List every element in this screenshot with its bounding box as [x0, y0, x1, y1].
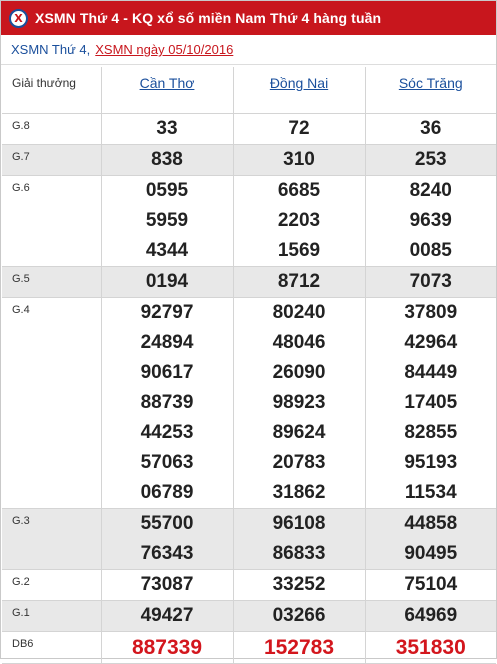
prize-number: 82855 — [404, 421, 458, 443]
prize-number: 4344 — [145, 239, 189, 261]
prize-number: 0085 — [409, 239, 452, 261]
prize-number: 72 — [288, 117, 310, 139]
table-row — [2, 600, 496, 631]
prize-number: 42964 — [404, 331, 458, 353]
prize-number-cell — [233, 297, 365, 508]
prize-number: 88739 — [140, 391, 194, 413]
prize-number: 37809 — [404, 301, 458, 323]
prize-label: G.3 — [2, 508, 101, 569]
prize-number: 80240 — [272, 301, 326, 323]
table-header-row — [2, 67, 496, 113]
prize-rows — [2, 113, 496, 663]
prize-number: 86833 — [272, 542, 326, 564]
special-prize-number: 351830 — [395, 635, 466, 659]
prize-number-cell — [101, 266, 233, 297]
prize-number-cell — [233, 266, 365, 297]
prize-number-cell — [233, 508, 365, 569]
prize-number: 49427 — [140, 604, 194, 626]
table-row — [2, 144, 496, 175]
prize-number: 84449 — [404, 361, 458, 383]
special-prize-cell — [101, 631, 233, 663]
prize-number-cell — [233, 144, 365, 175]
table-row — [2, 569, 496, 600]
prize-column-header: Giải thưởng — [2, 67, 101, 113]
prize-number-cell — [365, 508, 496, 569]
prize-number-cell — [233, 175, 365, 266]
prize-number-cell — [101, 508, 233, 569]
prize-number-cell — [101, 175, 233, 266]
prize-number-cell — [233, 600, 365, 631]
prize-number: 98923 — [272, 391, 326, 413]
breadcrumb-date-link[interactable]: XSMN ngày 05/10/2016 — [95, 42, 234, 57]
special-prize-cell — [365, 631, 496, 663]
prize-label: G.5 — [2, 266, 101, 297]
prize-label: G.7 — [2, 144, 101, 175]
prize-number: 76343 — [140, 542, 194, 564]
prize-label: G.4 — [2, 297, 101, 508]
prize-number: 73087 — [140, 573, 194, 595]
table-row — [2, 175, 496, 266]
prize-number: 33 — [156, 117, 178, 139]
special-prize-cell — [233, 631, 365, 663]
prize-number: 90495 — [404, 542, 458, 564]
prize-number: 64969 — [404, 604, 458, 626]
prize-number: 1569 — [277, 239, 321, 261]
prize-number: 44858 — [404, 512, 458, 534]
prize-number: 89624 — [272, 421, 326, 443]
prize-number-cell — [365, 297, 496, 508]
prize-number: 57063 — [140, 451, 194, 473]
prize-number: 310 — [283, 148, 315, 170]
prize-number: 8712 — [277, 270, 321, 292]
prize-label: DB6 — [2, 631, 101, 663]
prize-number-cell — [101, 113, 233, 144]
prize-label: G.1 — [2, 600, 101, 631]
province-header-soc-trang — [365, 67, 496, 113]
prize-number: 2203 — [277, 209, 321, 231]
province-header-can-tho — [101, 67, 233, 113]
prize-number-cell — [101, 297, 233, 508]
table-row — [2, 297, 496, 508]
xsmn-logo-icon — [9, 9, 28, 28]
prize-number: 6685 — [277, 179, 321, 201]
prize-number: 7073 — [409, 270, 452, 292]
prize-number: 9639 — [409, 209, 452, 231]
table-row — [2, 508, 496, 569]
prize-number-cell — [365, 569, 496, 600]
table-row — [2, 631, 496, 663]
prize-number: 8240 — [409, 179, 452, 201]
prize-number: 03266 — [272, 604, 326, 626]
prize-number: 31862 — [272, 481, 326, 503]
province-header-dong-nai — [233, 67, 365, 113]
province-link-soc-trang[interactable]: Sóc Trăng — [398, 75, 463, 91]
prize-number-cell — [101, 569, 233, 600]
prize-number-cell — [365, 113, 496, 144]
prize-number: 36 — [420, 117, 442, 139]
panel-header — [1, 1, 496, 35]
prize-number: 5959 — [145, 209, 189, 231]
breadcrumb — [1, 35, 496, 65]
prize-number: 90617 — [140, 361, 194, 383]
special-prize-number: 152783 — [263, 635, 335, 659]
prize-number-cell — [365, 266, 496, 297]
prize-number: 44253 — [140, 421, 194, 443]
prize-number: 26090 — [272, 361, 326, 383]
province-link-can-tho[interactable]: Cần Thơ — [139, 75, 195, 91]
prize-label: G.6 — [2, 175, 101, 266]
logo-letter: X — [14, 11, 23, 25]
prize-number: 17405 — [404, 391, 458, 413]
prize-number: 20783 — [272, 451, 326, 473]
prize-number-cell — [365, 600, 496, 631]
results-table — [2, 67, 496, 664]
prize-number: 48046 — [272, 331, 326, 353]
prize-number: 838 — [151, 148, 183, 170]
prize-number-cell — [233, 113, 365, 144]
prize-number: 75104 — [404, 573, 458, 595]
prize-number: 24894 — [140, 331, 194, 353]
prize-number-cell — [101, 144, 233, 175]
prize-number: 0194 — [145, 270, 189, 292]
prize-number: 33252 — [272, 573, 326, 595]
prize-number: 95193 — [404, 451, 458, 473]
prize-number-cell — [101, 600, 233, 631]
prize-number: 253 — [414, 148, 447, 170]
special-prize-number: 887339 — [131, 635, 203, 659]
prize-label: G.2 — [2, 569, 101, 600]
province-link-dong-nai[interactable]: Đồng Nai — [269, 75, 329, 91]
prize-number-cell — [365, 144, 496, 175]
prize-number: 92797 — [140, 301, 194, 323]
prize-number-cell — [365, 175, 496, 266]
prize-number-cell — [233, 569, 365, 600]
prize-number: 55700 — [140, 512, 194, 534]
prize-number: 11534 — [404, 481, 457, 503]
prize-number: 0595 — [145, 179, 189, 201]
prize-number: 06789 — [140, 481, 194, 503]
prize-number: 96108 — [272, 512, 326, 534]
table-row — [2, 266, 496, 297]
breadcrumb-day: XSMN Thứ 4, — [11, 42, 91, 57]
page-title: XSMN Thứ 4 - KQ xổ số miền Nam Thứ 4 hàng tuần — [35, 10, 382, 26]
table-row — [2, 113, 496, 144]
prize-label: G.8 — [2, 113, 101, 144]
